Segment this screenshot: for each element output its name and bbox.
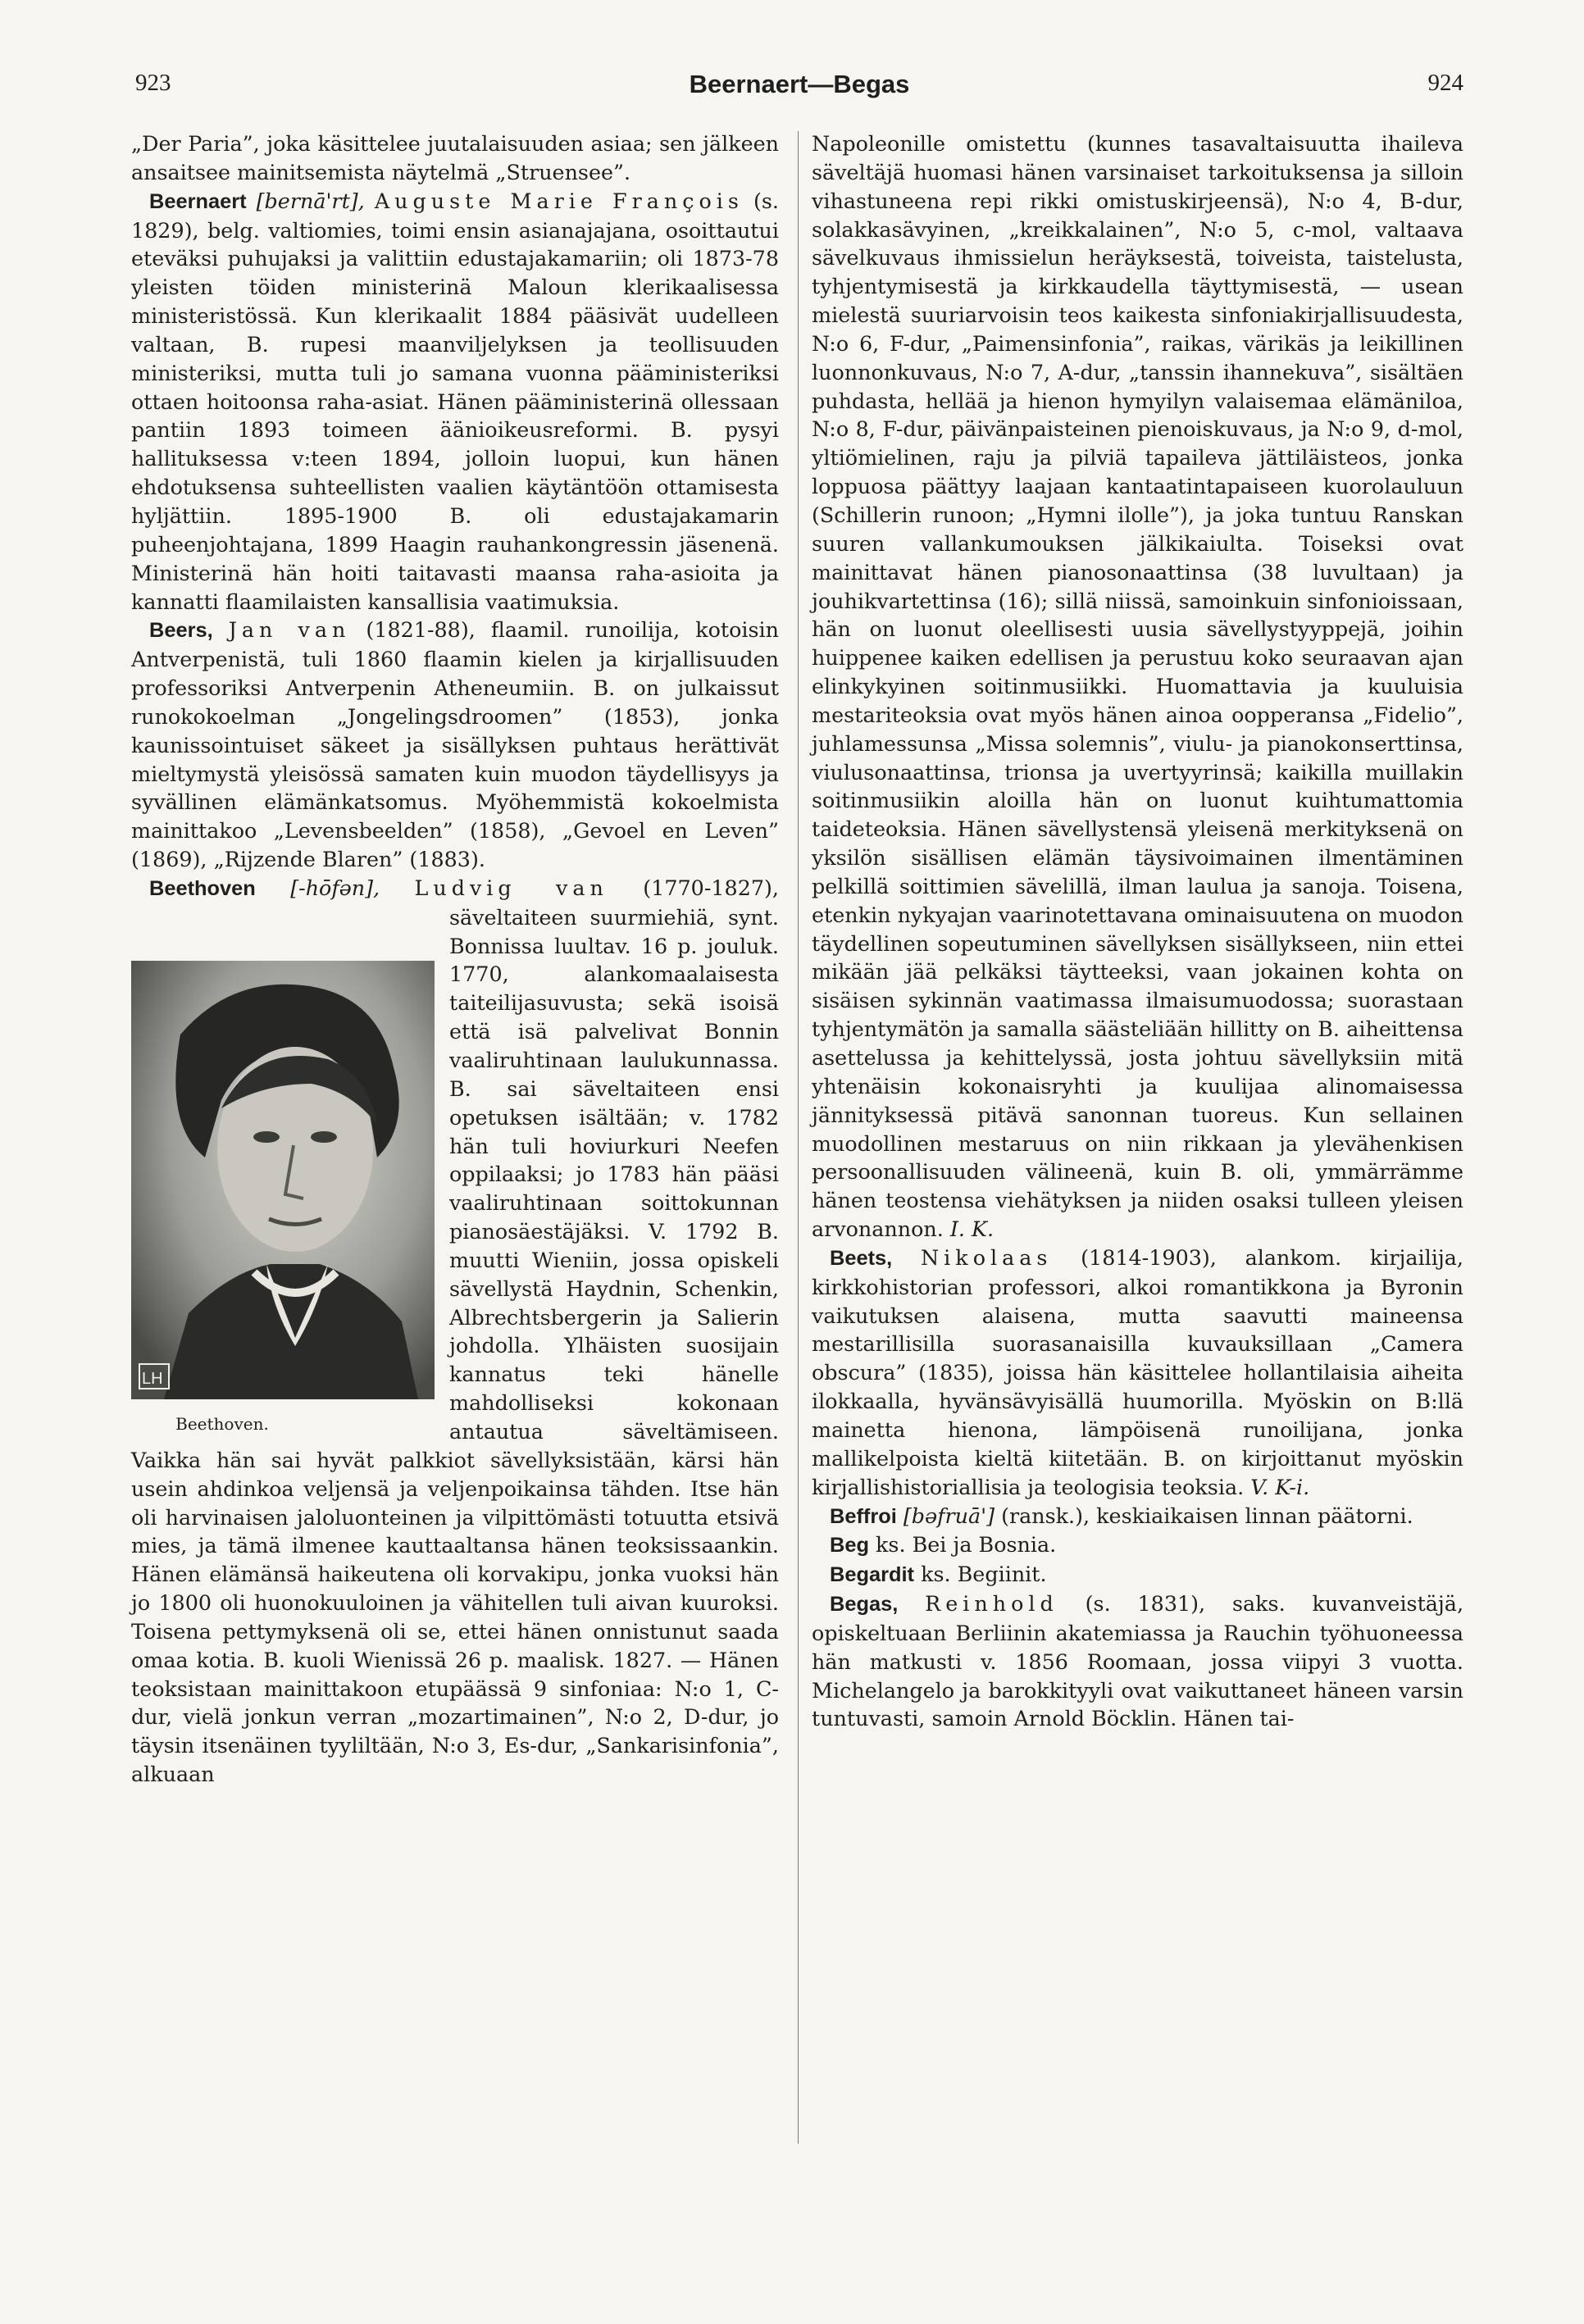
headword-beernaert: Beernaert xyxy=(149,189,247,213)
text-beffroi: (ransk.), keskiaikaisen linnan päätorni. xyxy=(1001,1503,1413,1528)
headword-beethoven: Beethoven xyxy=(149,876,256,900)
text-beets: (1814-1903), alankom. kirjailija, kirkkohistorian professori, alkoi romantikkona ja Byronin vaikutuksen alaisena, mutta saavutti maineensa mestarillisilla suorasanaisilla kuvauksillaan „Camera obscura” (1835), joissa hän käsittelee hollantilaisia aiheita ilokkaalla, hyvänsävyisällä huumorilla. Myöskin on B:llä mainetta hienona, lämpöisenä runoilijana, jonka mallikelpoista kieltä kiitetään. B. on kirjoittanut myöskin kirjallishistoriallisia ja teologisia teoksia. xyxy=(812,1244,1463,1499)
portrait-caption: Beethoven. xyxy=(175,1413,269,1434)
entry-beers xyxy=(131,616,779,874)
beethoven-portrait xyxy=(131,961,435,1399)
pronunciation-beethoven: [-hōfən], xyxy=(290,875,380,900)
column-divider xyxy=(798,131,799,2144)
beethoven-portrait-figure xyxy=(131,961,435,1446)
headword-beets: Beets, xyxy=(830,1246,893,1270)
pronunciation-beffroi: [bəfruā'] xyxy=(903,1503,995,1528)
entry-beethoven xyxy=(131,874,779,1789)
name-beernaert: Auguste Marie François xyxy=(374,188,744,213)
text-begardit: ks. Begiinit. xyxy=(921,1562,1047,1587)
page-number-right: 924 xyxy=(1427,70,1463,96)
entry-beernaert xyxy=(131,187,779,616)
text-begas: (s. 1831), saks. kuvanveistäjä, opiskeltuaan Berliinin akatemiassa ja Rauchin työhuoneessa hän matkusti v. 1856 Roomaan, jossa viipyi 3 vuotta. Michelangelo ja barokkityyli ovat vaikuttaneet häneen varsin tuntuvasti, samoin Arnold Böcklin. Hänen tai- xyxy=(812,1591,1464,1731)
entry-begardit xyxy=(812,1560,1463,1590)
text-beers: (1821-88), flaamil. runoilija, kotoisin Antverpenistä, tuli 1860 flaamin kielen ja kirjallisuuden professoriksi Antverpenin Atheneumiin. B. on julkaissut runokokoelman „Jongelingsdroomen” (1853), jonka kaunissointuiset säkeet ja sisällyksen puhtaus herättivät mieltymystä yleisössä samaten kuin muodon täydellisyys ja syvällinen elämänkatsomus. Myöhemmistä kokoelmista mainittakoo „Levensbeelden” (1858), „Gevoel en Leven” (1869), „Rijzende Blaren” (1883). xyxy=(131,617,780,872)
text-beethoven-b: Napoleonille omistettu (kunnes tasavaltaisuutta ihaileva säveltäjä huomasi hänen varsinaiset tarkoituksensa ja silloin vihastuneena repi rikki omistuskirjeensä), N:o 4, B-dur, solakkasävyinen, „kreikkalainen”, N:o 5, c-mol, valtaava sävelkuvaus ihmissielun heräyksestä, toiveista, taistelusta, tyhjentymisestä ja kirkkaudella täyttymisestä, — usean mielestä suuriarvoisin teos kaikesta sinfoniakirjallisuudesta, N:o 6, F-dur, „Paimensinfonia”, raikas, värikäs ja leikillinen luonnonkuvaus, N:o 7, A-dur, „tanssin ihannekuva”, sisältäen puhdasta, hellää ja hienon hymyilyn valaisemaa elämäniloa, N:o 8, F-dur, päivänpaisteinen pienoiskuvaus, ja N:o 9, d-mol, yltiömielinen, raju ja pilviä tapaileva jättiläisteos, jonka loppuosa päättyy laajaan kantaatintapaiseen kuorolauluun (Schillerin runoon; „Hymni ilolle”), ja joka tuntuu Ranskan suuren vallankumouksen jälkikaiulta. Toiseksi ovat mainittavat hänen pianosonaattinsa (38 luvultaan) ja jouhikvartettinsa (16); sillä niissä, samoinkuin sinfonioissaan, hän on luonut oleellisesti uusia sävellystyyppejä, joihin huippenee kaiken edellisen ja perustuu koko seuraavan ajan elinkykyinen soitinmusiikki. Huomattavia ja kuuluisia mestariteoksia ovat myös hänen ainoa oopperansa „Fidelio”, juhlamessunsa „Missa solemnis”, viulu- ja pianokonserttinsa, viulusonaattinsa, trionsa ja uvertyyrinsä; kaikilla muillakin soitinmusiikin aloilla hän on luonut kuihtumattomia taideteoksia. Hänen sävellystensä yleisenä merkityksenä on yksilön sisällisen elämän täysivoimainen ilmentäminen pelkillä soittimien sävelillä, ilman laulua ja sanoja. Toisena, etenkin nykyajan vaarinotettavana ominaisuutena on muodon täydellinen sopeutuminen sävellyksen sisällykseen, niin ettei mikään jää pelkäksi täytteeksi, vaan jokainen kohta on sisäisen sykinnän vaatimassa ilmaisumuodossa; suorastaan tyhjentymätön ja samalla säästeliään hillitty on B. aiheittensa asettelussa ja kehittelyssä, josta johtuu sävellyksiin mitä yhtenäisin kokonaisryhti ja kuulijaa alinomaisessa jännityksessä pitävä sanonnan tuoreus. Kun sellainen muodollinen mestaruus on niin rikkaan ja ylevähenkisen persoonallisuuden välineenä, kuin B. oli, ymmärrämme hänen teostensa viehätyksen ja niiden osaksi tulleen yleisen arvonannon. xyxy=(812,131,1463,1242)
headword-beffroi: Beffroi xyxy=(830,1504,897,1528)
running-title: Beernaert—Begas xyxy=(689,70,910,98)
text-beg: ks. Bei ja Bosnia. xyxy=(876,1532,1057,1558)
name-beethoven: Ludvig van xyxy=(414,875,608,900)
name-beets: Nikolaas xyxy=(920,1244,1053,1270)
right-column xyxy=(812,130,1463,1733)
left-column xyxy=(131,130,779,1789)
entry-beg xyxy=(812,1530,1463,1560)
entry-begas xyxy=(812,1590,1463,1733)
text-beethoven-a: (1770-1827), säveltaiteen suurmiehiä, synt. Bonnissa luultav. 16 p. jouluk. 1770, alankomaalaisesta taiteilijasuvusta; sekä isoisä että isä palvelivat Bonnin vaaliruhtinaan laulukunnassa. B. sai säveltaiteen ensi opetuksen isältään; v. 1782 hän tuli hoviurkuri Neefen oppilaaksi; jo 1783 hän pääsi vaaliruhtinaan soittokunnan pianosäestäjäksi. V. 1792 B. muutti Wieniin, jossa opiskeli sävellystä Haydnin, Schenkin, Albrechtsbergerin ja Salierin johdolla. Ylhäisten suosijain kannatus teki hänelle mahdolliseksi kokonaan antautua säveltämiseen. Vaikka hän sai hyvät palkkiot sävellyksistään, kärsi hän usein ahdinkoa veljensä ja veljenpoikainsa tähden. Itse hän oli harvinaisen jaloluonteinen ja vilpittömästi totuutta etsivä mies, ja tämä ilmenee kauttaaltansa hänen teoksissaankin. Hänen elämänsä haikeutena oli korvakipu, jonka vuoksi hän jo 1800 oli huonokuuloinen ja vähitellen tuli aivan kuuroksi. Toisena pettymyksenä oli se, ettei hänen onnistunut saada omaa kotia. B. kuoli Wienissä 26 p. maalisk. 1827. — Hänen teoksistaan mainittakoon etupäässä 9 sinfoniaa: N:o 1, C-dur, vielä jonkun verran „mozartimainen”, N:o 2, D-dur, jo täysin itsenäinen tyyliltään, N:o 3, Es-dur, „Sankarisinfonia”, alkuaan xyxy=(131,875,779,1787)
headword-begardit: Begardit xyxy=(830,1563,914,1587)
signature-beets: V. K-i. xyxy=(1250,1474,1310,1499)
name-begas: Reinhold xyxy=(925,1591,1058,1617)
entry-beethoven-continued xyxy=(812,130,1463,1244)
name-beers: Jan van xyxy=(228,617,351,643)
page-number-left: 923 xyxy=(135,70,171,96)
pronunciation-beernaert: [bernā'rt], xyxy=(256,188,365,213)
headword-beers: Beers, xyxy=(149,619,213,643)
entry-beets xyxy=(812,1244,1463,1502)
svg-text:LH: LH xyxy=(142,1369,163,1388)
entry-beffroi xyxy=(812,1502,1463,1531)
headword-beg: Beg xyxy=(830,1534,869,1558)
signature-beethoven: I. K. xyxy=(949,1217,995,1242)
intro-paragraph: „Der Paria”, joka käsittelee juutalaisuuden asiaa; sen jälkeen ansaitsee mainitsemista näytelmä „Struensee”. xyxy=(131,131,779,184)
headword-begas: Begas, xyxy=(830,1593,899,1617)
text-beernaert: (s. 1829), belg. valtiomies, toimi ensin asianajajana, osoittautui eteväksi puhujaksi ja valittiin edustajakamariin; oli 1873-78 yleisten töiden ministerinä Maloun klerikaalisessa ministeristössä. Kun klerikaalit 1884 pääsivät uudelleen valtaan, B. rupesi maanviljelyksen ja teollisuuden ministeriksi, mutta tuli jo samana vuonna pääministeriksi ottaen hoitoonsa raha-asiat. Hänen pääministerinä ollessaan pantiin 1893 toimeen äänioikeusreformi. B. pysyi hallituksessa v:teen 1894, jolloin luopui, kun hänen ehdotuksensa suhteellisten vaalien käytäntöön ottamisesta hyljättiin. 1895-1900 B. oli edustajakamarin puheenjohtajana, 1899 Haagin rauhankongressin jäsenenä. Ministerinä hän hoiti taitavasti maansa raha-asioita ja kannatti flaamilaisten kansallisia vaatimuksia. xyxy=(131,188,779,614)
page-header xyxy=(135,70,1463,106)
